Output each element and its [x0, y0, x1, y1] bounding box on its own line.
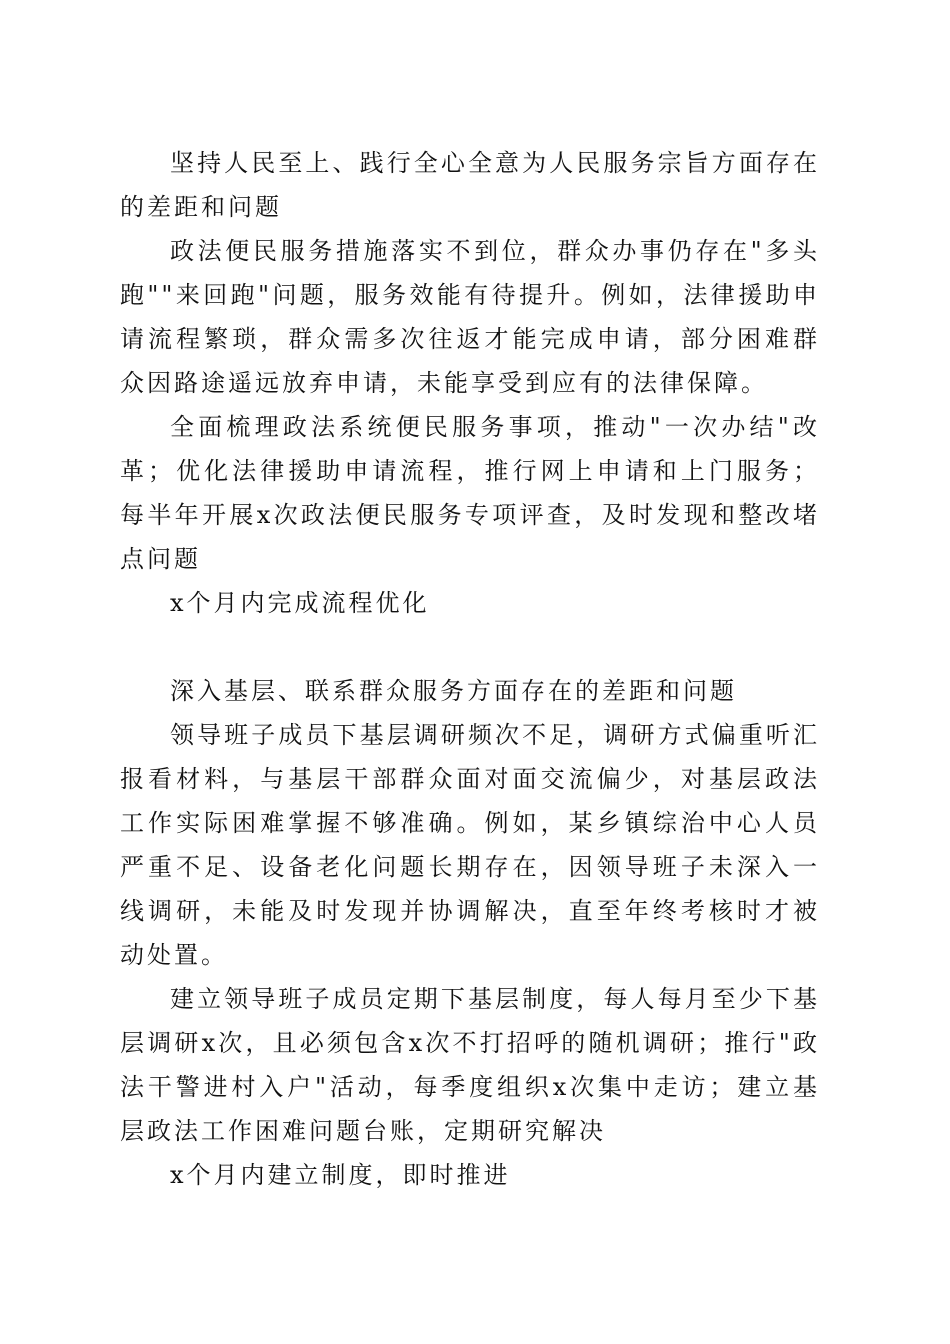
deadline-paragraph: x个月内完成流程优化 — [170, 589, 430, 617]
section-1 — [120, 141, 820, 625]
deadline-paragraph: x个月内建立制度，即时推进 — [170, 1161, 511, 1189]
measures-paragraph: 建立领导班子成员定期下基层制度，每人每月至少下基层调研x次，且必须包含x次不打招呼的随机调研；推行"政法干警进村入户"活动，每季度组织x次集中走访；建立基层政法工作困难问题台账，定期研究解决 — [120, 985, 820, 1145]
section-heading: 深入基层、联系群众服务方面存在的差距和问题 — [170, 677, 737, 705]
measures-paragraph: 全面梳理政法系统便民服务事项，推动"一次办结"改革；优化法律援助申请流程，推行网上申请和上门服务；每半年开展x次政法便民服务专项评查，及时发现和整改堵点问题 — [120, 413, 820, 573]
document-body — [120, 141, 820, 1197]
section-2 — [120, 669, 820, 1197]
problem-paragraph: 政法便民服务措施落实不到位，群众办事仍存在"多头跑""来回跑"问题，服务效能有待提升。例如，法律援助申请流程繁琐，群众需多次往返才能完成申请，部分困难群众因路途遥远放弃申请，未能享受到应有的法律保障。 — [120, 237, 820, 397]
section-spacer — [120, 625, 820, 669]
problem-paragraph: 领导班子成员下基层调研频次不足，调研方式偏重听汇报看材料，与基层干部群众面对面交流偏少，对基层政法工作实际困难掌握不够准确。例如，某乡镇综治中心人员严重不足、设备老化问题长期存在，因领导班子未深入一线调研，未能及时发现并协调解决，直至年终考核时才被动处置。 — [120, 721, 820, 969]
section-heading: 坚持人民至上、践行全心全意为人民服务宗旨方面存在的差距和问题 — [120, 149, 820, 221]
